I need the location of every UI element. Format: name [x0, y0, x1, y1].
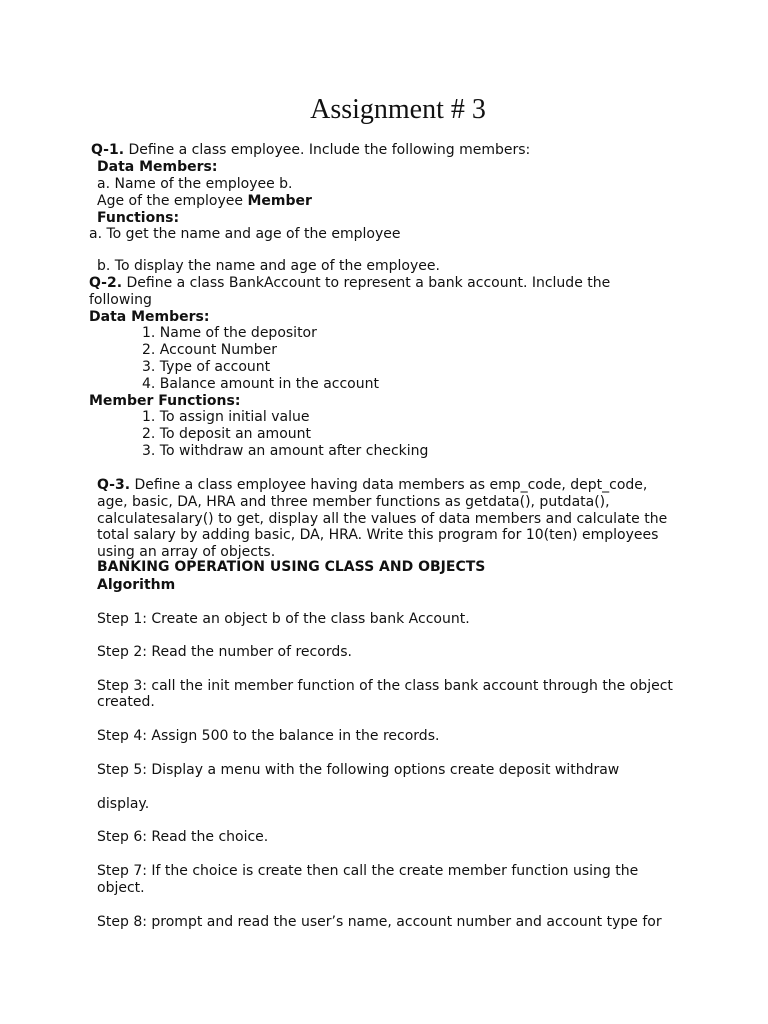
q3-line-3: calculatesalary() to get, display all the values of data members and calculate the [97, 511, 668, 527]
q1-functions-heading: Functions: [97, 210, 180, 226]
banking-heading: BANKING OPERATION USING CLASS AND OBJECTS [97, 559, 486, 575]
page-title: Assignment # 3 [310, 94, 486, 125]
step-7-line-1: Step 7: If the choice is create then call the create member function using the [97, 863, 639, 879]
q3-label: Q-3. [97, 477, 131, 493]
algorithm-heading: Algorithm [97, 577, 176, 593]
q1-label: Q-1. [91, 142, 125, 158]
q3-line-1 [97, 477, 647, 494]
q1-item-b-line [97, 193, 312, 210]
q2-data-member-item: 3. Type of account [142, 359, 271, 375]
q3-line-4: total salary by adding basic, DA, HRA. Write this program for 10(ten) employees [97, 527, 659, 543]
q2-data-member-item: 2. Account Number [142, 342, 278, 358]
step-8-line-1: Step 8: prompt and read the user’s name, account number and account type for [97, 914, 662, 930]
q2-member-function-item: 3. To withdraw an amount after checking [142, 443, 429, 459]
q2-member-function-item: 1. To assign initial value [142, 409, 310, 425]
step-5-line-1: Step 5: Display a menu with the following options create deposit withdraw [97, 762, 620, 778]
step-7-line-2: object. [97, 880, 145, 896]
q3-line-2: age, basic, DA, HRA and three member functions as getdata(), putdata(), [97, 494, 610, 510]
step-2: Step 2: Read the number of records. [97, 644, 352, 660]
step-3-line-2: created. [97, 694, 155, 710]
step-5-line-2: display. [97, 796, 150, 812]
q2-line-2: following [89, 292, 152, 308]
q1-item-a: a. Name of the employee b. [97, 176, 293, 192]
step-1: Step 1: Create an object b of the class bank Account. [97, 611, 470, 627]
q1-text: Define a class employee. Include the following members: [124, 142, 531, 158]
q2-data-member-item: 1. Name of the depositor [142, 325, 317, 341]
q2-member-functions-heading: Member Functions: [89, 393, 241, 409]
q2-member-function-item: 2. To deposit an amount [142, 426, 311, 442]
q1-member-word: Member [247, 193, 312, 209]
q1-item-b: Age of the employee [97, 193, 248, 209]
q2-text: Define a class BankAccount to represent a bank account. Include the [122, 275, 611, 291]
step-4: Step 4: Assign 500 to the balance in the records. [97, 728, 440, 744]
q1-line [91, 142, 530, 159]
q2-data-member-item: 4. Balance amount in the account [142, 376, 379, 392]
q1-function-a: a. To get the name and age of the employee [89, 226, 401, 242]
q2-label: Q-2. [89, 275, 123, 291]
q3-line-5: using an array of objects. [97, 544, 276, 560]
step-3-line-1: Step 3: call the init member function of the class bank account through the object [97, 678, 673, 694]
q2-line-1 [89, 275, 610, 292]
q1-data-members-heading: Data Members: [97, 159, 218, 175]
q2-data-members-heading: Data Members: [89, 309, 210, 325]
q3-text: Define a class employee having data members as emp_code, dept_code, [130, 477, 648, 493]
q1-function-b: b. To display the name and age of the employee. [97, 258, 440, 274]
step-6: Step 6: Read the choice. [97, 829, 269, 845]
